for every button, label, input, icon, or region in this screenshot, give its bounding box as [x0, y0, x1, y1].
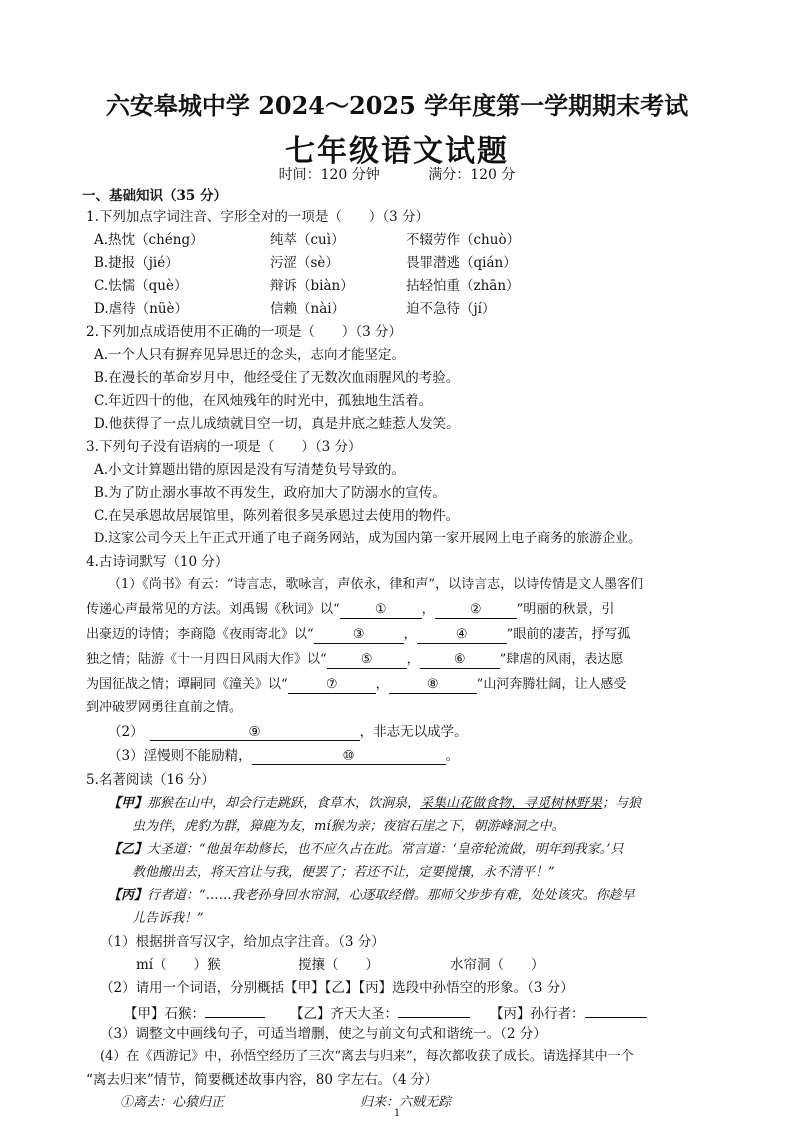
q5-s2: （2）请用一个词语，分别概括【甲】【乙】【丙】选段中孙悟空的形象。（3 分）: [100, 980, 574, 996]
q5-s1-item2: 搅攘（ ）: [298, 957, 379, 973]
blank-7[interactable]: ⑦: [288, 677, 376, 694]
q4-p2: （2） ⑨ ，非志无以成学。: [108, 724, 468, 740]
q5-stem: 5.名著阅读（16 分）: [86, 772, 215, 788]
q5-s4-left: ①离去：心猿归正: [120, 1095, 225, 1110]
q3-option-b: B.为了防止溺水事故不再发生，政府加大了防溺水的宣传。: [94, 485, 446, 501]
q1-d-3: 迫不急待（jí）: [406, 301, 496, 317]
page-number: 1: [393, 1108, 401, 1119]
q5-bing-line2: 儿告诉我！”: [132, 911, 204, 926]
blank-6[interactable]: ⑥: [420, 652, 500, 669]
q1-a-1: A.热忱（chéng）: [94, 232, 204, 248]
q5-s1-item3: 水帘洞（ ）: [450, 957, 545, 973]
exam-time: 时间：120 分钟: [278, 167, 380, 183]
q4-p1-line4: 独之情；陆游《十一月四日风雨大作》以“ ⑤ ， ⑥ ”肆虐的风雨，表达愿: [86, 652, 624, 667]
q5-s1-item1: mí（ ）猴: [136, 957, 221, 973]
q3-stem: 3.下列句子没有语病的一项是（ ）（3 分）: [86, 439, 362, 455]
q4-p1-line5: 为国征战之情；谭嗣同《潼关》以“ ⑦ ， ⑧ ”山河奔腾壮阔，让人感受: [86, 677, 627, 692]
q5-jia-line2: 虫为伴，虎豹为群，獐鹿为友，mí猴为亲；夜宿石崖之下，朝游峰洞之中。: [132, 819, 565, 834]
blank-5[interactable]: ⑤: [327, 652, 407, 669]
q1-c-3: 拈轻怕重（zhān）: [406, 278, 520, 294]
blank-9[interactable]: ⑨: [150, 724, 360, 741]
section-heading: 一、基础知识（35 分）: [82, 188, 227, 204]
blank-yi[interactable]: [398, 1001, 470, 1018]
q1-c-1: C.怯懦（què）: [94, 278, 188, 294]
q1-d-2: 信赖（nài）: [270, 301, 346, 317]
q2-option-d: D.他获得了一点儿成绩就目空一切，真是井底之蛙惹人发笑。: [94, 416, 460, 432]
underlined-sentence: 采集山花做食物，寻觅树林野果: [420, 796, 603, 811]
exam-subtitle: 七年级语文试题: [285, 134, 509, 169]
q5-s4-right: 归来：六贼无踪: [360, 1095, 452, 1110]
q4-p1-line3: 出豪迈的诗情；李商隐《夜雨寄北》以“ ③ ， ④ ”眼前的凄苦，抒写孤: [86, 627, 631, 642]
q5-yi-line1: 【乙】大圣道：“他虽年劫修长，也不应久占在此。常言道：‘皇帝轮流做，明年到我家。’只: [108, 842, 624, 857]
q1-c-2: 辩诉（biàn）: [270, 278, 354, 294]
q1-a-2: 纯萃（cuì）: [270, 232, 345, 248]
q2-option-c: C.年近四十的他，在风烛残年的时光中，孤独地生活着。: [94, 393, 433, 409]
q5-s4-line1: (4）在《西游记》中，孙悟空经历了三次“离去与归来”，每次都收获了成长。请选择其中一个: [100, 1049, 634, 1064]
q1-stem: 1.下列加点字词注音、字形全对的一项是（ ）（3 分）: [86, 209, 430, 225]
q5-jia-line1: 【甲】那猴在山中，却会行走跳跃，食草木，饮涧泉，采集山花做食物，寻觅树林野果；与狼: [108, 796, 642, 811]
blank-4[interactable]: ④: [417, 627, 507, 644]
exam-title: 六安皋城中学 2024～2025 学年度第一学期期末考试: [105, 91, 689, 120]
q1-b-3: 畏罪潜逃（qián）: [406, 255, 517, 271]
exam-meta: [0, 164, 794, 184]
q5-s1: （1）根据拼音写汉字，给加点字注音。（3 分）: [100, 934, 385, 950]
blank-2[interactable]: ②: [435, 602, 517, 619]
q2-option-a: A.一个人只有摒弃见异思迁的念头，志向才能坚定。: [94, 347, 406, 363]
q3-option-c: C.在吴承恩故居展馆里，陈列着很多吴承恩过去使用的物件。: [94, 508, 460, 524]
blank-8[interactable]: ⑧: [389, 677, 477, 694]
blank-jia[interactable]: [205, 1001, 265, 1018]
q1-b-2: 污涩（sè）: [270, 255, 339, 271]
q1-b-1: B.捷报（jié）: [94, 255, 179, 271]
blank-1[interactable]: ①: [340, 602, 422, 619]
q4-p3: （3）淫慢则不能励精， ⑩ 。: [108, 748, 460, 764]
q3-option-d: D.这家公司今天上午正式开通了电子商务网站，成为国内第一家开展网上电子商务的旅游企业。: [94, 531, 642, 546]
q5-s4-line2: “离去归来”情节，简要概述故事内容，80 字左右。（4 分）: [86, 1072, 438, 1088]
q4-p1-line6: 到冲破罗网勇往直前之情。: [86, 700, 243, 715]
q5-s3: （3）调整文中画线句子，可适当增删，使之与前文句式和谐统一。（2 分）: [100, 1026, 547, 1042]
blank-10[interactable]: ⑩: [252, 748, 446, 765]
q4-p1-line2: 传递心声最常见的方法。刘禹锡《秋词》以“ ① ， ② ”明丽的秋景，引: [86, 602, 615, 617]
q5-yi-line2: 教他搬出去，将天宫让与我，便罢了；若还不让，定要搅攘，永不清平！”: [132, 865, 555, 880]
q3-option-a: A.小文计算题出错的原因是没有写清楚负号导致的。: [94, 462, 406, 478]
q5-bing-line1: 【丙】行者道：“……我老孙身回水帘洞，心逐取经僧。那师父步步有难，处处该灾。你趁早: [108, 888, 635, 903]
q2-stem: 2.下列加点成语使用不正确的一项是（ ）（3 分）: [86, 324, 403, 340]
q4-p1-line1: （1）《尚书》有云：“诗言志，歌咏言，声依永，律和声”，以诗言志，以诗传情是文人墨客们: [108, 577, 644, 592]
exam-score: 满分：120 分: [428, 167, 516, 183]
q2-option-b: B.在漫长的革命岁月中，他经受住了无数次血雨腥风的考验。: [94, 370, 460, 386]
q1-a-3: 不辍劳作（chuò）: [406, 232, 521, 248]
q5-s2-yi: 【乙】齐天大圣：: [290, 1001, 470, 1024]
q1-d-1: D.虐待（nüè）: [94, 301, 189, 317]
q4-stem: 4.古诗词默写（10 分）: [86, 554, 229, 570]
q5-s2-bing: 【丙】孙行者：: [490, 1001, 647, 1024]
blank-3[interactable]: ③: [314, 627, 404, 644]
blank-bing[interactable]: [585, 1001, 647, 1018]
q5-s2-jia: 【甲】石猴：: [124, 1001, 265, 1024]
